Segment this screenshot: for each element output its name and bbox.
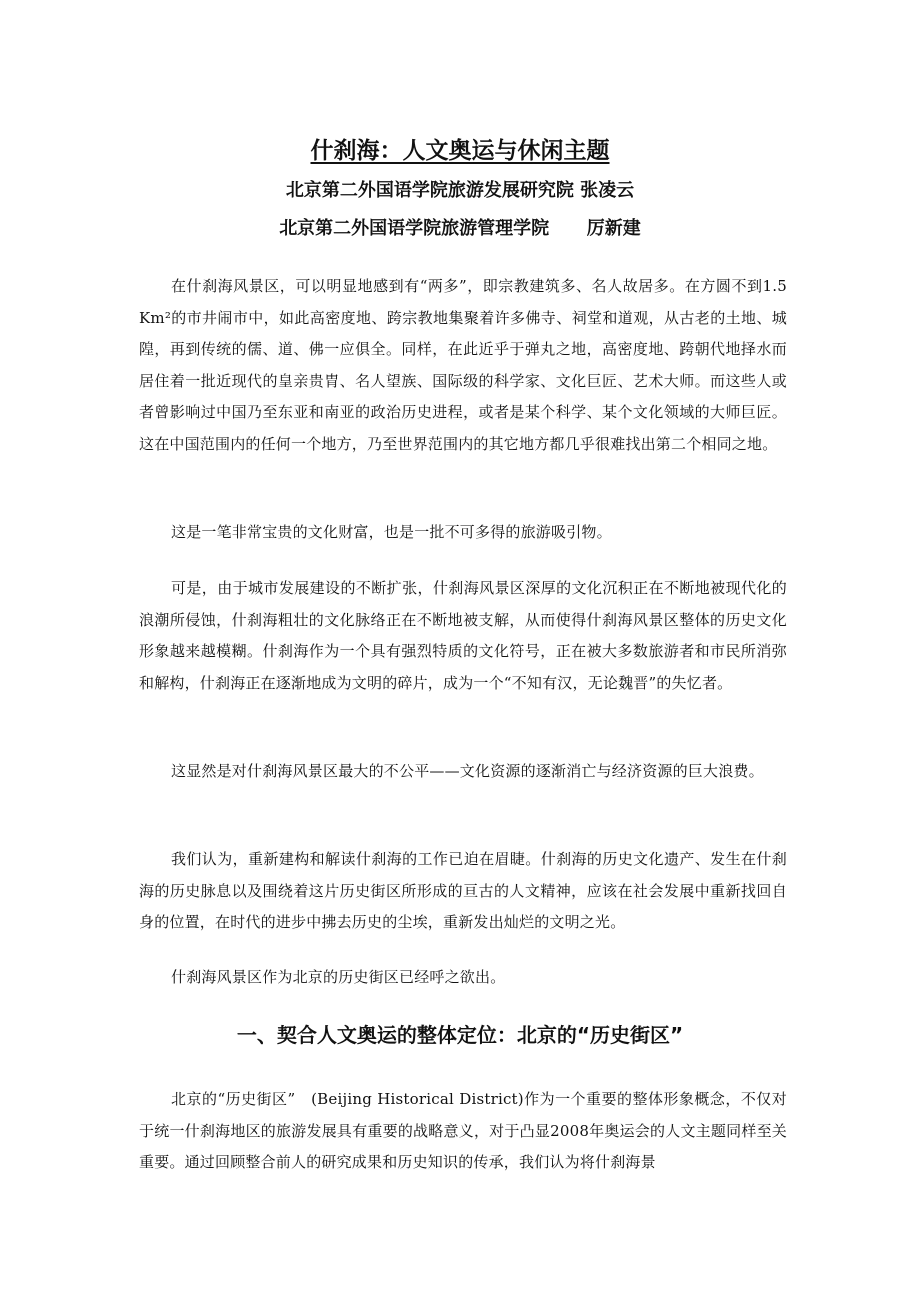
paragraph-1: 在什刹海风景区，可以明显地感到有“两多”，即宗教建筑多、名人故居多。在方圆不到1.5 Km²的市井闹市中，如此高密度地、跨宗教地集聚着许多佛寺、祠堂和道观，从古老的土地、城隍，再到传统的儒、道、佛一应俱全。同样，在此近乎于弹丸之地，高密度地、跨朝代地择水而居住着一批近现代的皇亲贵胄、名人望族、国际级的科学家、文化巨匠、艺术大师。而这些人或者曾影响过中国乃至东亚和南亚的政治历史进程，或者是某个科学、某个文化领域的大师巨匠。这在中国范围内的任何一个地方，乃至世界范围内的其它地方都几乎很难找出第二个相同之地。 [139, 277, 787, 453]
paragraph-3: 可是，由于城市发展建设的不断扩张，什刹海风景区深厚的文化沉积正在不断地被现代化的浪潮所侵蚀，什刹海粗壮的文化脉络正在不断地被支解，从而使得什刹海风景区整体的历史文化形象越来越模糊。什刹海作为一个具有强烈特质的文化符号，正在被大多数旅游者和市民所消弥和解构，什刹海正在逐渐地成为文明的碎片，成为一个“不知有汉，无论魏晋”的失忆者。 [139, 579, 787, 692]
section-paragraph: 北京的“历史街区” (Beijing Historical District)作为一个重要的整体形象概念，不仅对于统一什刹海地区的旅游发展具有重要的战略意义，对于凸显2008年奥运会的人文主题同样至关重要。通过回顾整合前人的研究成果和历史知识的传承，我们认为将什刹海景 [139, 1090, 787, 1171]
paragraph-4: 这显然是对什刹海风景区最大的不公平——文化资源的逐渐消亡与经济资源的巨大浪费。 [171, 762, 764, 780]
author-line-1: 北京第二外国语学院旅游发展研究院 张凌云 [285, 180, 635, 201]
author-line-2: 北京第二外国语学院旅游管理学院 厉新建 [279, 218, 641, 239]
paragraph-2: 这是一笔非常宝贵的文化财富，也是一批不可多得的旅游吸引物。 [171, 523, 612, 541]
section-heading: 一、契合人文奥运的整体定位：北京的“历史街区” [236, 1023, 684, 1047]
document-title: 什刹海：人文奥运与休闲主题 [310, 138, 610, 164]
paragraph-6: 什刹海风景区作为北京的历史街区已经呼之欲出。 [171, 968, 506, 986]
paragraph-5: 我们认为，重新建构和解读什刹海的工作已迫在眉睫。什刹海的历史文化遗产、发生在什刹海的历史脉息以及围绕着这片历史街区所形成的亘古的人文精神，应该在社会发展中重新找回自身的位置，在时代的进步中拂去历史的尘埃，重新发出灿烂的文明之光。 [139, 850, 787, 931]
